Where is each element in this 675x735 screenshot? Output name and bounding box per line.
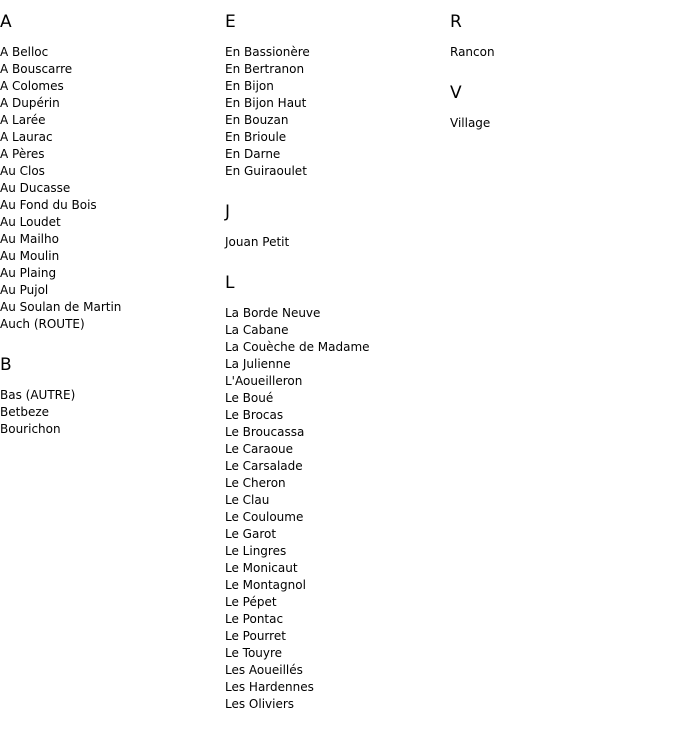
street-index-column-2 [225, 12, 440, 735]
letter-group-a [0, 12, 215, 333]
street-link[interactable]: En Darne [225, 147, 281, 161]
street-link[interactable]: Le Boué [225, 391, 274, 405]
street-link[interactable]: Le Clau [225, 493, 270, 507]
street-link[interactable]: En Brioule [225, 130, 287, 144]
street-list [225, 305, 440, 713]
letter-group-v [450, 83, 665, 132]
street-link[interactable]: Betbeze [0, 405, 50, 419]
street-link[interactable]: Village [450, 116, 491, 130]
letter-group-b [0, 355, 215, 438]
street-link[interactable]: Le Montagnol [225, 578, 306, 592]
street-list [450, 115, 665, 132]
street-link[interactable]: En Guiraoulet [225, 164, 307, 178]
letter-group-j [225, 202, 440, 251]
letter-group-r [450, 12, 665, 61]
street-link[interactable]: Le Carsalade [225, 459, 303, 473]
street-link[interactable]: En Bassionère [225, 45, 310, 59]
street-link[interactable]: Au Ducasse [0, 181, 71, 195]
street-link[interactable]: A Laurac [0, 130, 53, 144]
street-link[interactable]: En Bijon [225, 79, 274, 93]
street-link[interactable]: La Couèche de Madame [225, 340, 370, 354]
street-list [0, 44, 215, 333]
letter-heading: E [225, 12, 236, 32]
street-link[interactable]: La Borde Neuve [225, 306, 321, 320]
street-link[interactable]: La Julienne [225, 357, 291, 371]
street-link[interactable]: A Colomes [0, 79, 64, 93]
letter-heading: L [225, 273, 235, 293]
street-link[interactable]: Les Aoueillés [225, 663, 303, 677]
street-link[interactable]: A Dupérin [0, 96, 60, 110]
street-link[interactable]: Le Garot [225, 527, 277, 541]
street-link[interactable]: A Bouscarre [0, 62, 73, 76]
street-list [0, 387, 215, 438]
street-link[interactable]: L'Aoueilleron [225, 374, 303, 388]
street-link[interactable]: Bas (AUTRE) [0, 388, 76, 402]
street-link[interactable]: Au Moulin [0, 249, 60, 263]
street-link[interactable]: Bourichon [0, 422, 61, 436]
letter-heading: V [450, 83, 462, 103]
letter-heading: A [0, 12, 12, 32]
street-link[interactable]: Le Caraoue [225, 442, 294, 456]
street-link[interactable]: Le Couloume [225, 510, 304, 524]
letter-heading: B [0, 355, 12, 375]
street-link[interactable]: En Bijon Haut [225, 96, 307, 110]
street-link[interactable]: Au Plaing [0, 266, 57, 280]
street-list [450, 44, 665, 61]
letter-heading: R [450, 12, 462, 32]
street-link[interactable]: Le Cheron [225, 476, 286, 490]
street-link[interactable]: A Larée [0, 113, 46, 127]
street-list [225, 44, 440, 180]
letter-group-e [225, 12, 440, 180]
street-link[interactable]: En Bertranon [225, 62, 305, 76]
street-link[interactable]: Au Mailho [0, 232, 59, 246]
street-link[interactable]: Rancon [450, 45, 495, 59]
street-link[interactable]: Au Loudet [0, 215, 61, 229]
street-link[interactable]: Les Hardennes [225, 680, 314, 694]
street-link[interactable]: Le Pontac [225, 612, 284, 626]
letter-group-l [225, 273, 440, 713]
street-link[interactable]: Le Pépet [225, 595, 277, 609]
street-link[interactable]: A Belloc [0, 45, 49, 59]
street-link[interactable]: Le Pourret [225, 629, 286, 643]
street-link[interactable]: Le Lingres [225, 544, 287, 558]
street-link[interactable]: Au Pujol [0, 283, 49, 297]
street-link[interactable]: Le Brocas [225, 408, 284, 422]
street-link[interactable]: Au Clos [0, 164, 45, 178]
street-link[interactable]: La Cabane [225, 323, 289, 337]
street-link[interactable]: En Bouzan [225, 113, 289, 127]
street-link[interactable]: Au Soulan de Martin [0, 300, 122, 314]
street-link[interactable]: Auch (ROUTE) [0, 317, 85, 331]
street-index-column-3 [450, 12, 665, 154]
street-index-column-1 [0, 12, 215, 460]
street-link[interactable]: Le Broucassa [225, 425, 305, 439]
street-link[interactable]: Les Oliviers [225, 697, 295, 711]
street-link[interactable]: Au Fond du Bois [0, 198, 97, 212]
street-link[interactable]: Le Touyre [225, 646, 283, 660]
letter-heading: J [225, 202, 231, 222]
street-link[interactable]: A Pères [0, 147, 45, 161]
street-link[interactable]: Le Monicaut [225, 561, 298, 575]
street-list [225, 234, 440, 251]
street-link[interactable]: Jouan Petit [225, 235, 290, 249]
